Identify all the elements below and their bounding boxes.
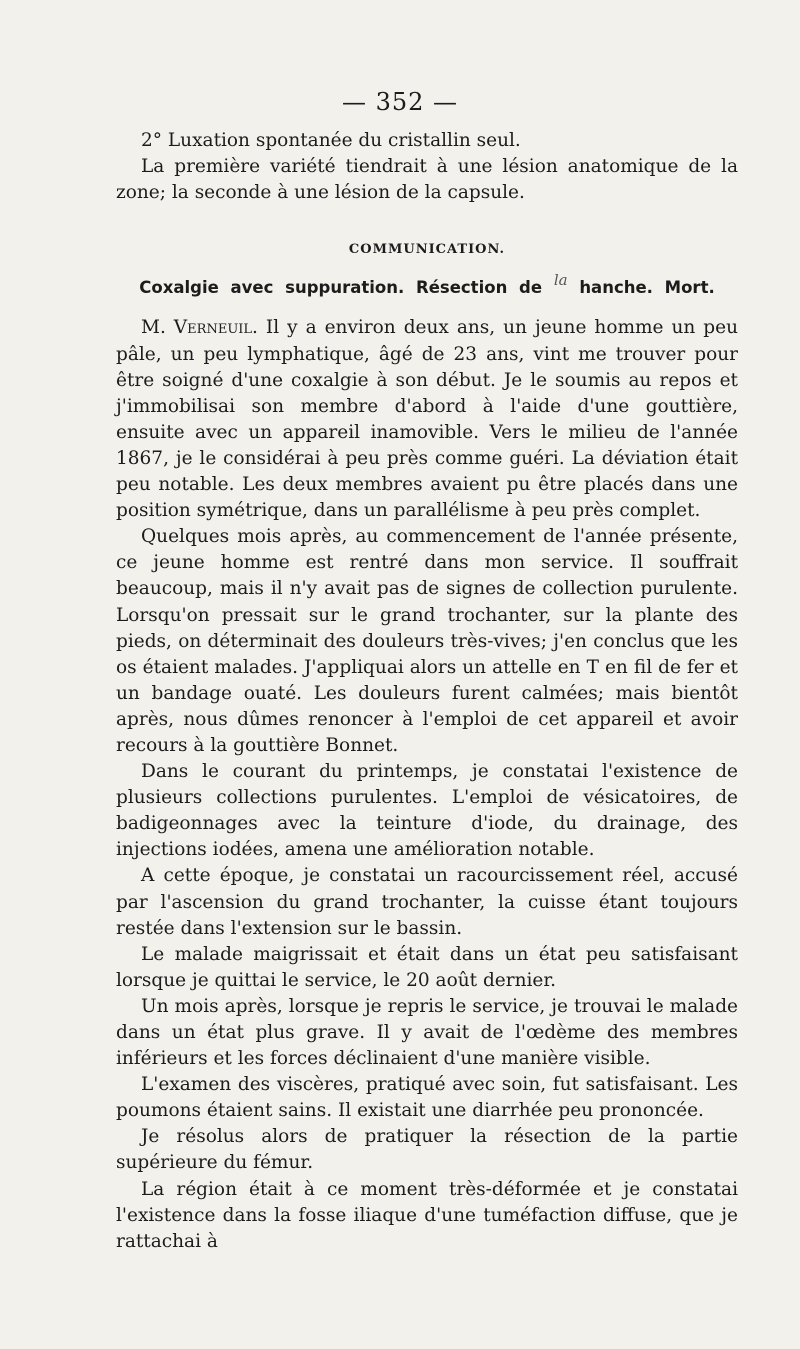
title-text-part1: Coxalgie avec suppuration. Résection de [139, 278, 543, 298]
paragraph-premiere-variete: La première variété tiendrait à une lésion anatomique de la zone; la seconde à une lésion de la capsule. [116, 156, 738, 204]
paragraph-region: La région était à ce moment très-déformée et je constatai l'existence dans la fosse iliaque d'une tuméfaction diffuse, que je rattachai à [116, 1178, 738, 1252]
paragraph-examen: L'examen des viscères, pratiqué avec soin, fut satisfaisant. Les poumons étaient sains. Il existait une diarrhée peu prononcée. [116, 1074, 738, 1122]
paragraph-resolus: Je résolus alors de pratiquer la résection de la partie supérieure du fémur. [116, 1126, 738, 1174]
paragraph-quelques-mois: Quelques mois après, au commencement de l'année présente, ce jeune homme est rentré dans mon service. Il souffrait beaucoup, mais il n'y avait pas de signes de collection purulente. Lorsqu'on pressait sur le grand trochanter, sur la plante des pieds, on déterminait des douleurs très-vives; j'en conclus que les os étaient malades. J'appliquai alors un attelle en T en fil de fer et un bandage ouaté. Les douleurs furent calmées; mais bientôt après, nous dûmes renoncer à l'emploi de cet appareil et avoir recours à la gouttière Bonnet. [116, 526, 738, 756]
communication-title [116, 271, 738, 301]
paragraph-mois-apres: Un mois après, lorsque je repris le service, je trouvai le malade dans un état plus grave. Il y avait de l'œdème des membres inférieurs et les forces déclinaient d'une manière visible. [116, 995, 738, 1070]
section-label: COMMUNICATION. [348, 242, 506, 258]
paragraph-printemps: Dans le courant du printemps, je constatai l'existence de plusieurs collections purulentes. L'emploi de vésicatoires, de badigeonnages avec la teinture d'iode, du drainage, des injections iodées, amena une amélioration notable. [116, 761, 738, 861]
page-body [116, 128, 738, 1255]
page-number: — 352 — [341, 88, 459, 116]
paragraph-maigrissait: Le malade maigrissait et était dans un état peu satisfaisant lorsque je quittai le service, le 20 août dernier. [116, 943, 738, 991]
paragraph-verneuil-text: Il y a environ deux ans, un jeune homme un peu pâle, un peu lymphatique, âgé de 23 ans, vint me trouver pour être soigné d'une coxalgie à son début. Je le soumis au repos et j'immobilisai son membre d'abord à l'aide d'une gouttière, ensuite avec un appareil inamovible. Vers le milieu de l'année 1867, je le considérai à peu près comme guéri. La déviation était peu notable. Les deux membres avaient pu être placés dans une position symétrique, dans un parallélisme à peu près complet. [116, 317, 738, 522]
paragraph-verneuil [116, 315, 738, 524]
speaker-name: M. Verneuil. [141, 317, 258, 339]
title-text-part2: hanche. Mort. [579, 278, 715, 298]
paragraph-luxation: 2° Luxation spontanée du cristallin seul. [141, 130, 521, 151]
paragraph-raccourcissement: A cette époque, je constatai un racourcissement réel, accusé par l'ascension du grand trochanter, la cuisse étant toujours restée dans l'extension sur le bassin. [116, 865, 738, 939]
handwritten-annotation: la [553, 271, 568, 290]
